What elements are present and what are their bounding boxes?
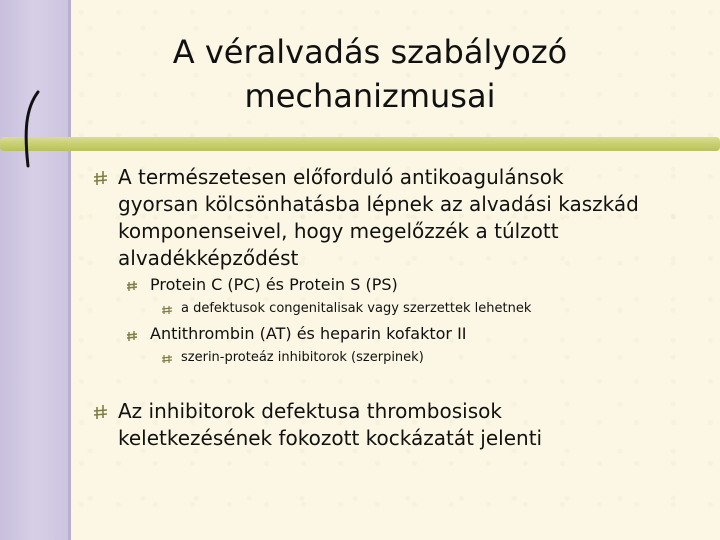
hash-bullet-icon [93, 170, 109, 186]
title-divider [0, 137, 720, 151]
hash-bullet-icon [126, 330, 138, 342]
side-band [0, 0, 68, 540]
bullet-text: a defektusok congenitalisak vagy szerzettek lehetnek [181, 301, 532, 316]
bullet-level3 [181, 300, 701, 318]
bullet-text: szerin-proteáz inhibitorok (szerpinek) [181, 350, 424, 365]
slide-title: A véralvadás szabályozó mechanizmusai [172, 33, 568, 115]
hash-bullet-icon [162, 305, 172, 315]
bullet-level2 [150, 323, 690, 345]
bullet-level1 [118, 164, 708, 272]
bullet-text: A természetesen előforduló antikoagulánsok gyorsan kölcsönhatásba lépnek az alvadási kaszkád komponenseivel, hogy megelőzzék a túlzott alvadékképződést [118, 165, 639, 270]
bracket-icon [20, 90, 42, 168]
bullet-text: Az inhibitorok defektusa thrombosisok keletkezésének fokozott kockázatát jelenti [118, 399, 543, 450]
hash-bullet-icon [126, 280, 138, 292]
bullet-text: Protein C (PC) és Protein S (PS) [150, 275, 398, 294]
hash-bullet-icon [162, 354, 172, 364]
bullet-text: Antithrombin (AT) és heparin kofaktor II [150, 324, 467, 343]
hash-bullet-icon [93, 404, 109, 420]
bullet-level2 [150, 274, 690, 296]
bullet-level1 [118, 398, 708, 452]
side-band-edge [68, 0, 71, 540]
bullet-level3 [181, 349, 701, 367]
